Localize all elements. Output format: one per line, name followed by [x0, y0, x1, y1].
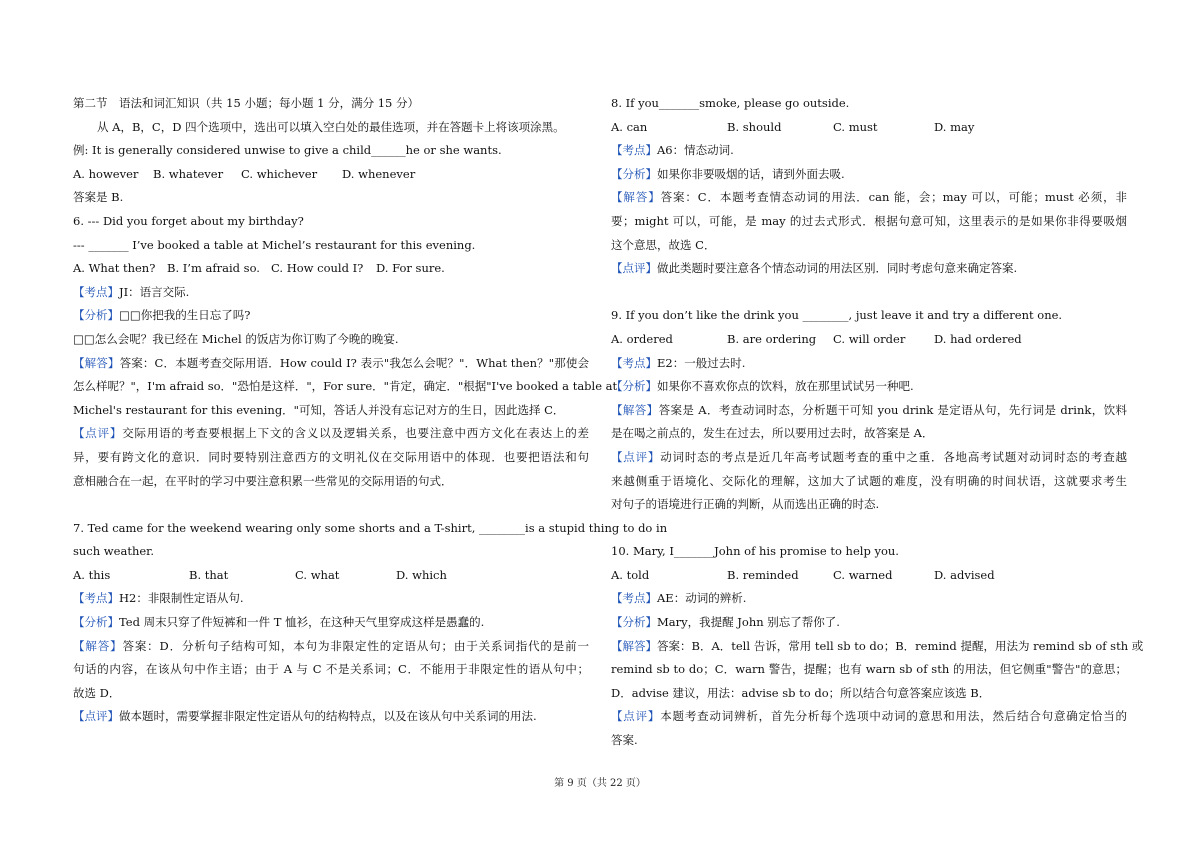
q9-kaodian — [611, 352, 1127, 376]
option-a: A. told — [611, 567, 650, 582]
q6-dianping-line2: 异，要有跨文化的意识．同时要特别注意西方的文明礼仪在交际用语中的体现．也要把语法和句 — [73, 449, 589, 464]
q6-question-line2: --- _______ I’ve booked a table at Michel’s restaurant for this evening. — [73, 237, 476, 252]
q8-question: 8. If you_______smoke, please go outside. — [611, 96, 850, 110]
kaodian-tag: 【考点】 — [611, 355, 657, 370]
dianping-text: 交际用语的考查要根据上下文的含义以及逻辑关系，也要注意中西方文化在表达上的差 — [122, 426, 590, 441]
option-c: C. whichever — [241, 166, 318, 181]
fenxi-text: Ted 周末只穿了件短裤和一件 T 恤衫，在这种天气里穿成这样是愚蠢的. — [119, 615, 485, 630]
jieda-text: 答案：C．本题考查情态动词的用法．can 能，会；may 可以，可能；must 必须，非 — [660, 190, 1127, 205]
option-a: A. ordered — [611, 331, 673, 346]
option-c: C. warned — [833, 567, 893, 582]
q6-dianping — [73, 422, 589, 446]
dianping-text: 做此类题时要注意各个情态动词的用法区别．同时考虑句意来确定答案. — [657, 261, 1018, 276]
page-footer: 第 9 页（共 22 页） — [554, 778, 646, 789]
kaodian-text: JI：语言交际. — [119, 284, 190, 299]
q6-options — [73, 257, 589, 281]
q6-jieda-line3: Michel's restaurant for this evening．"可知，答话人并没有忘记对方的生日，因此选择 C． — [73, 402, 565, 417]
q10-jieda — [611, 635, 1144, 659]
spacer — [611, 517, 1127, 541]
dianping-tag: 【点评】 — [73, 709, 119, 724]
dianping-text: 动词时态的考点是近几年高考试题考查的重中之重．各地高考试题对动词时态的考查越 — [660, 449, 1128, 464]
jieda-text: 答案：B．A．tell 告诉，常用 tell sb to do；B．remind 提醒，用法为 remind sb of sth 或 — [657, 638, 1144, 653]
q8-fenxi — [611, 163, 1127, 187]
dianping-text: 本题考查动词辨析，首先分析每个选项中动词的意思和用法，然后结合句意确定恰当的 — [660, 709, 1128, 724]
option-b: B. whatever — [153, 166, 224, 181]
option-a: A. however — [73, 166, 139, 181]
dianping-tag: 【点评】 — [73, 426, 123, 441]
option-c: C. must — [833, 119, 878, 134]
q6-question: 6. --- Did you forget about my birthday? — [73, 213, 304, 228]
q10-dianping — [611, 705, 1127, 729]
q7-question: 7. Ted came for the weekend wearing only some shorts and a T-shirt, ________is a stupid thing to do in — [73, 520, 668, 535]
jieda-tag: 【解答】 — [73, 638, 123, 653]
option-c: C. will order — [833, 331, 906, 346]
q6-fenxi — [73, 304, 589, 328]
kaodian-tag: 【考点】 — [611, 591, 657, 606]
q9-jieda-line2: 是在喝之前点的，发生在过去，所以要用过去时，故答案是 A． — [611, 426, 934, 441]
option-b: B. should — [727, 119, 782, 134]
kaodian-text: H2：非限制性定语从句. — [119, 591, 244, 606]
q10-question: 10. Mary, I_______John of his promise to help you. — [611, 544, 899, 559]
q8-jieda-line2: 要；might 可以，可能，是 may 的过去式形式．根据句意可知，这里表示的是如果你非得要吸烟 — [611, 213, 1127, 228]
q9-question: 9. If you don’t like the drink you ________, just leave it and try a different one. — [611, 308, 1063, 323]
q10-jieda-line3: D．advise 建议，用法：advise sb to do；所以结合句意答案应该选 B． — [611, 685, 991, 700]
q6-fenxi-line2: □□怎么会呢？我已经在 Michel 的饭店为你订购了今晚的晚宴. — [73, 331, 399, 346]
fenxi-tag: 【分析】 — [611, 615, 657, 630]
q6-jieda — [73, 352, 589, 376]
option-b: B. that — [189, 567, 229, 582]
option-d: D. advised — [934, 567, 995, 582]
option-b: B. reminded — [727, 567, 799, 582]
kaodian-tag: 【考点】 — [73, 284, 119, 299]
q7-options — [73, 564, 589, 588]
q9-fenxi — [611, 375, 1127, 399]
q7-jieda-line3: 故选 D． — [73, 685, 121, 700]
fenxi-text: 如果你非要吸烟的话，请到外面去吸. — [657, 166, 845, 181]
option-b: B. are ordering — [727, 331, 817, 346]
kaodian-text: A6：情态动词. — [657, 143, 734, 158]
q7-dianping — [73, 705, 589, 729]
example-options — [73, 163, 589, 187]
q10-fenxi — [611, 611, 1127, 635]
option-a: A. What then? — [73, 261, 156, 276]
q8-dianping — [611, 257, 1127, 281]
example-answer: 答案是 B. — [73, 190, 124, 205]
dianping-tag: 【点评】 — [611, 261, 657, 276]
dianping-text: 做本题时，需要掌握非限定性定语从句的结构特点，以及在该从句中关系词的用法. — [119, 709, 537, 724]
fenxi-tag: 【分析】 — [611, 166, 657, 181]
fenxi-text: 如果你不喜欢你点的饮料，放在那里试试另一种吧. — [657, 379, 914, 394]
q7-jieda — [73, 635, 589, 659]
option-c: C. How could I? — [271, 261, 364, 276]
fenxi-tag: 【分析】 — [73, 615, 119, 630]
right-column — [611, 92, 1144, 753]
kaodian-tag: 【考点】 — [73, 591, 119, 606]
q8-jieda — [611, 186, 1127, 210]
spacer — [611, 281, 1127, 305]
fenxi-tag: 【分析】 — [611, 379, 657, 394]
kaodian-tag: 【考点】 — [611, 143, 657, 158]
kaodian-text: AE：动词的辨析. — [657, 591, 747, 606]
q10-jieda-line2: remind sb to do；C．warn 警告，提醒；也有 warn sb of sth 的用法，但它侧重"警告"的意思； — [611, 662, 1127, 677]
fenxi-text: Mary，我提醒 John 别忘了帮你了. — [657, 615, 840, 630]
q9-options — [611, 328, 1127, 352]
jieda-text: 答案：D．分析句子结构可知，本句为非限定性的定语从句；由于关系词指代的是前一 — [122, 638, 590, 653]
option-d: D. which — [396, 567, 447, 582]
fenxi-text: □□你把我的生日忘了吗? — [119, 308, 251, 323]
kaodian-text: E2：一般过去时. — [657, 355, 746, 370]
option-d: D. whenever — [342, 166, 416, 181]
section-title: 第二节 语法和词汇知识（共 15 小题；每小题 1 分，满分 15 分） — [73, 96, 420, 110]
jieda-tag: 【解答】 — [73, 355, 120, 370]
option-d: D. may — [934, 119, 975, 134]
q10-dianping-line2: 答案. — [611, 733, 638, 748]
jieda-tag: 【解答】 — [611, 190, 661, 205]
q8-jieda-line3: 这个意思，故选 C． — [611, 237, 716, 252]
dianping-tag: 【点评】 — [611, 709, 661, 724]
q6-jieda-line2: 怎么样呢？"，I'm afraid so．"恐怕是这样．"，For sure．"肯定，确定．"根据"I've booked a table at — [73, 379, 618, 394]
dianping-tag: 【点评】 — [611, 449, 661, 464]
q9-dianping — [611, 446, 1127, 470]
example-question: 例: It is generally considered unwise to give a child______he or she wants. — [73, 143, 502, 158]
q6-kaodian — [73, 281, 589, 305]
option-d: D. For sure. — [376, 261, 445, 276]
spacer — [73, 493, 589, 517]
q9-dianping-line2: 来越侧重于语境化、交际化的理解，这加大了试题的难度，没有明确的时间状语，这就要求考生 — [611, 473, 1127, 488]
instructions: 从 A，B，C，D 四个选项中，选出可以填入空白处的最佳选项，并在答题卡上将该项涂黑。 — [97, 119, 565, 134]
jieda-tag: 【解答】 — [611, 402, 659, 417]
option-c: C. what — [295, 567, 340, 582]
option-b: B. I’m afraid so. — [167, 261, 260, 276]
option-a: A. can — [611, 119, 648, 134]
q9-jieda — [611, 399, 1127, 423]
q6-dianping-line3: 意相融合在一起，在平时的学习中要注意积累一些常见的交际用语的句式． — [73, 473, 453, 488]
q7-fenxi — [73, 611, 589, 635]
jieda-tag: 【解答】 — [611, 638, 657, 653]
option-a: A. this — [73, 567, 111, 582]
q7-question-line2: such weather. — [73, 544, 155, 559]
q8-kaodian — [611, 139, 1127, 163]
q7-kaodian — [73, 587, 589, 611]
option-d: D. had ordered — [934, 331, 1022, 346]
q10-options — [611, 564, 1127, 588]
q8-options — [611, 116, 1127, 140]
q7-jieda-line2: 句话的内容，在该从句中作主语；由于 A 与 C 不是关系词；C．不能用于非限定性的语从句中； — [73, 662, 589, 677]
fenxi-tag: 【分析】 — [73, 308, 119, 323]
jieda-text: 答案：C．本题考查交际用语．How could I? 表示"我怎么会呢？"．What then？"那使会 — [119, 355, 590, 370]
jieda-text: 答案是 A．考查动词时态，分析题干可知 you drink 是定语从句，先行词是 drink，饮料 — [658, 402, 1127, 417]
q10-kaodian — [611, 587, 1127, 611]
q9-dianping-line3: 对句子的语境进行正确的判断，从而选出正确的时态. — [611, 497, 880, 512]
